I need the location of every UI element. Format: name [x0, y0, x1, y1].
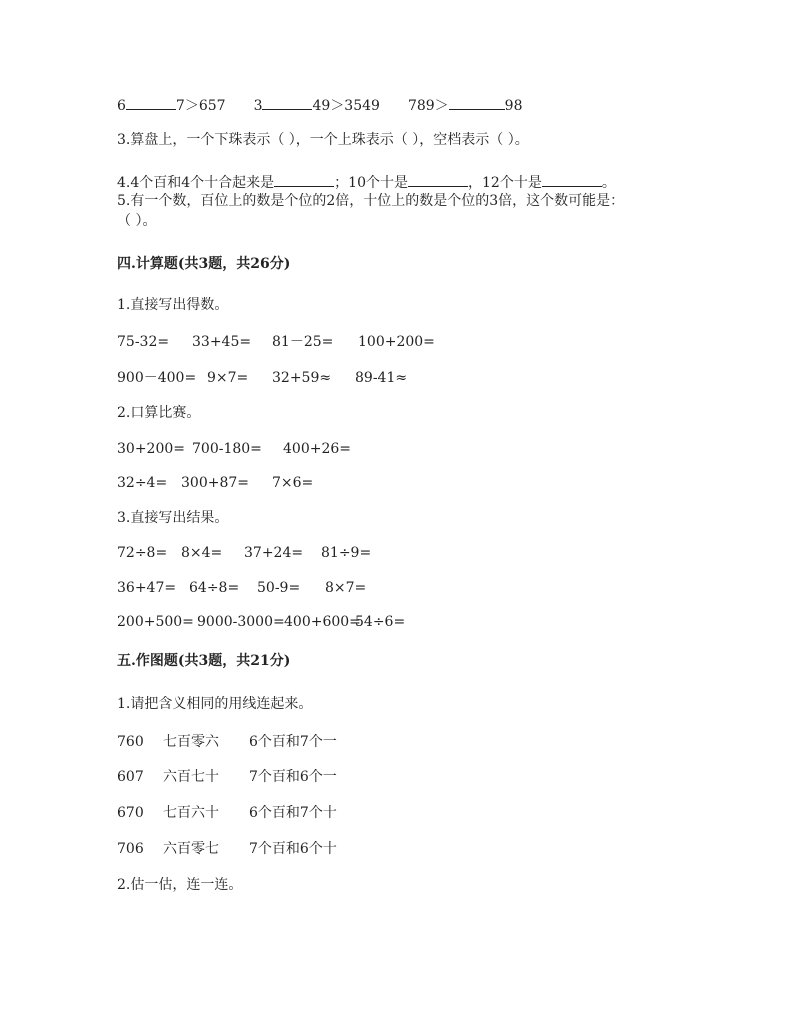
fill-1e: 789＞ [407, 98, 449, 114]
q4-part2: ；10个十是 [334, 175, 408, 191]
calc-item: 400+600= [284, 614, 361, 630]
match-words: 六百七十 [163, 769, 219, 785]
q4-part4: 。 [601, 175, 616, 191]
match-number: 760 [117, 734, 144, 750]
fill-1b: 7＞657 [175, 98, 226, 114]
match-number: 670 [117, 805, 144, 821]
s5-q1-title: 1.请把含义相同的用线连起来。 [117, 696, 313, 712]
match-units: 7个百和6个十 [249, 841, 337, 857]
section-4-title: 四.计算题(共3题，共26分) [117, 256, 291, 272]
match-units: 7个百和6个一 [249, 769, 337, 785]
s4-q1-title: 1.直接写出得数。 [117, 297, 229, 313]
blank-6[interactable] [542, 172, 602, 187]
calc-item: 64÷8= [189, 580, 240, 596]
match-row [117, 733, 337, 751]
calc-item: 100+200= [358, 334, 435, 350]
calc-item: 75-32= [117, 334, 170, 350]
s4-q2-row1 [117, 440, 351, 458]
calc-item: 81－25= [272, 334, 334, 350]
q4-part3: ，12个十是 [468, 175, 542, 191]
match-units: 6个百和7个十 [249, 805, 337, 821]
calc-item: 900－400= [117, 370, 197, 386]
s5-q2-title: 2.估一估，连一连。 [117, 877, 243, 893]
calc-item: 36+47= [117, 580, 177, 596]
match-number: 706 [117, 841, 144, 857]
calc-item: 50-9= [257, 580, 301, 596]
calc-item: 8×7= [325, 580, 367, 596]
blank-2[interactable] [262, 95, 312, 110]
match-words: 七百六十 [163, 805, 219, 821]
calc-item: 9000-3000= [197, 614, 285, 630]
calc-item: 32+59≈ [272, 370, 332, 386]
match-words: 六百零七 [163, 841, 219, 857]
match-row [117, 840, 337, 858]
q4-part1: 4.4个百和4个十合起来是 [117, 175, 275, 191]
blank-5[interactable] [408, 172, 468, 187]
match-words: 七百零六 [163, 734, 219, 750]
calc-item: 30+200= [117, 441, 185, 457]
calc-item: 9×7= [207, 370, 249, 386]
section-5-title: 五.作图题(共3题，共21分) [117, 653, 291, 669]
calc-item: 33+45= [192, 334, 252, 350]
s4-q3-row1 [117, 544, 371, 562]
calc-item: 7×6= [272, 475, 314, 491]
calc-item: 81÷9= [321, 545, 372, 561]
calc-item: 300+87= [181, 475, 249, 491]
match-row [117, 804, 337, 822]
question-digit-number: 5.有一个数，百位上的数是个位的2倍，十位上的数是个位的3倍，这个数可能是： [117, 193, 625, 209]
fill-1f: 98 [504, 98, 523, 114]
fill-1a: 6 [117, 98, 126, 114]
s4-q2-title: 2.口算比赛。 [117, 405, 201, 421]
calc-item: 32÷4= [117, 475, 168, 491]
calc-item: 72÷8= [117, 545, 168, 561]
calc-item: 54÷6= [355, 614, 406, 630]
blank-4[interactable] [274, 172, 334, 187]
s4-q1-row1 [117, 333, 435, 351]
fill-1d: 49＞3549 [312, 98, 380, 114]
match-row [117, 768, 337, 786]
question-hundreds-tens [117, 172, 616, 192]
s4-q3-row2 [117, 579, 366, 597]
calc-item: 700-180= [192, 441, 262, 457]
s4-q3-row3 [117, 613, 405, 631]
blank-3[interactable] [449, 95, 505, 110]
calc-item: 200+500= [117, 614, 194, 630]
match-units: 6个百和7个一 [249, 734, 337, 750]
calc-item: 8×4= [181, 545, 223, 561]
calc-item: 400+26= [283, 441, 351, 457]
s4-q2-row2 [117, 474, 313, 492]
calc-item: 89-41≈ [355, 370, 408, 386]
s4-q1-row2 [117, 369, 407, 387]
s4-q3-title: 3.直接写出结果。 [117, 510, 229, 526]
calc-item: 37+24= [244, 545, 304, 561]
fill-1c: 3 [253, 98, 263, 114]
match-number: 607 [117, 769, 144, 785]
blank-1[interactable] [126, 95, 176, 110]
question-digit-answer: （ ）。 [117, 213, 157, 229]
question-abacus: 3.算盘上，一个下珠表示（ ），一个上珠表示（ ），空档表示（ ）。 [117, 132, 529, 148]
comparison-line [117, 95, 523, 115]
